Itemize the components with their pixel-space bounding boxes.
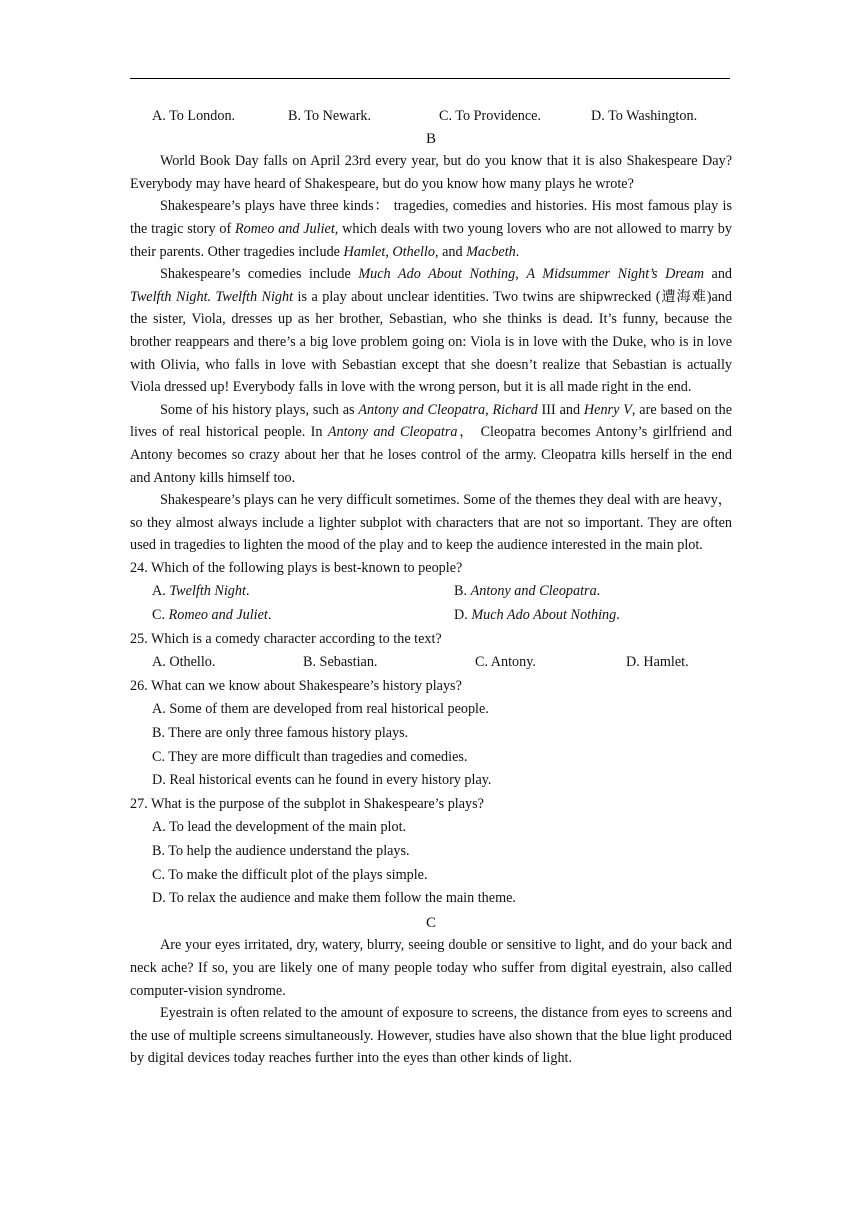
section-c-paragraph-1: Are your eyes irritated, dry, watery, blurry, seeing double or sensitive to light, and do your back and neck ache? If so, you are likely one of many people today who suffer from digital eyestrain, also called computer-vision syndrome. [130, 937, 732, 999]
header-rule [130, 78, 730, 79]
question-24-option-c: C. Romeo and Juliet. [152, 607, 272, 624]
question-25-option-d: D. Hamlet. [626, 654, 689, 671]
question-27-option-b: B. To help the audience understand the plays. [152, 843, 410, 859]
question-25-option-b: B. Sebastian. [303, 654, 378, 671]
question-26-stem: 26. What can we know about Shakespeare’s history plays? [130, 677, 462, 694]
section-c-paragraph-2: Eyestrain is often related to the amount of exposure to screens, the distance from eyes to screens and the use of multiple screens simultaneously. However, studies have also shown that the blue light produced by digital devices today reaches further into the eyes than other kinds of light. [130, 1005, 732, 1067]
question-27-option-d: D. To relax the audience and make them follow the main theme. [152, 890, 516, 907]
q23-option-c: C. To Providence. [439, 108, 541, 124]
q23-option-d: D. To Washington. [591, 108, 698, 124]
question-24-stem: 24. Which of the following plays is best-known to people? [130, 559, 463, 576]
section-c-heading: C [425, 914, 436, 931]
section-b-paragraph-2: Shakespeare’s plays have three kinds： tragedies, comedies and histories. His most famous play is the tragic story of Romeo and Juliet, which deals with two young lovers who are not allowed to marry by their parents. Other tragedies include Hamlet, Othello, and Macbeth. [130, 198, 732, 260]
section-b-heading: B [425, 130, 436, 147]
question-24-option-a: A. Twelfth Night. [152, 583, 250, 600]
question-26-option-a: A. Some of them are developed from real historical people. [152, 701, 489, 718]
question-26-option-d: D. Real historical events can he found in every history play. [152, 772, 492, 789]
question-24-options-row-1 [130, 580, 732, 604]
question-25-option-c: C. Antony. [475, 654, 536, 671]
section-b-paragraph-5: Shakespeare’s plays can he very difficult sometimes. Some of the themes they deal with are heavy， so they almost always include a lighter subplot with characters that are not so important. They are often used in tragedies to lighten the mood of the play and to keep the audience interested in the main plot. [130, 492, 732, 554]
question-27-stem: 27. What is the purpose of the subplot in Shakespeare’s plays? [130, 795, 484, 812]
question-26-option-b: B. There are only three famous history plays. [152, 725, 409, 742]
q23-option-b: B. To Newark. [288, 108, 372, 124]
question-26-option-c: C. They are more difficult than tragedies and comedies. [152, 748, 468, 765]
section-b-paragraph-1: World Book Day falls on April 23rd every year, but do you know that it is also Shakespeare Day? Everybody may have heard of Shakespeare, but do you know how many plays he wrote? [130, 153, 732, 192]
question-25-stem: 25. Which is a comedy character according to the text? [130, 630, 442, 647]
question-24-option-d: D. Much Ado About Nothing. [454, 607, 620, 624]
question-25-option-a: A. Othello. [152, 654, 216, 671]
q23-option-a: A. To London. [152, 108, 236, 124]
question-27-option-c: C. To make the difficult plot of the plays simple. [152, 866, 428, 883]
question-27-option-a: A. To lead the development of the main plot. [152, 819, 407, 836]
section-b-paragraph-4: Some of his history plays, such as Antony and Cleopatra, Richard III and Henry V, are based on the lives of real historical people. In Antony and Cleopatra， Cleopatra becomes Antony’s girlfriend and Antony becomes so crazy about her that he loses control of the army. Cleopatra kills herself in the end and Antony kills himself too. [130, 401, 733, 486]
question-24-option-b: B. Antony and Cleopatra. [454, 583, 601, 600]
question-25-options-row [130, 651, 732, 675]
question-24-options-row-2 [130, 604, 732, 628]
page-content [130, 105, 732, 1070]
q23-options-row [130, 105, 732, 128]
section-b-paragraph-3: Shakespeare’s comedies include Much Ado About Nothing, A Midsummer Night’s Dream and Twelfth Night. Twelfth Night is a play about unclear identities. Two twins are shipwrecked (遭海难)and the sister, Viola, dresses up as her brother, Sebastian, who she thinks is dead. It’s funny, because the brother reappears and there’s a big love problem going on: Viola is in love with the Duke, who is in love with Olivia, who falls in love with Sebastian except that she doesn’t realize that Sebastian is actually Viola dressed up! Everybody falls in love with the wrong person, but it is all made right in the end. [130, 266, 733, 396]
